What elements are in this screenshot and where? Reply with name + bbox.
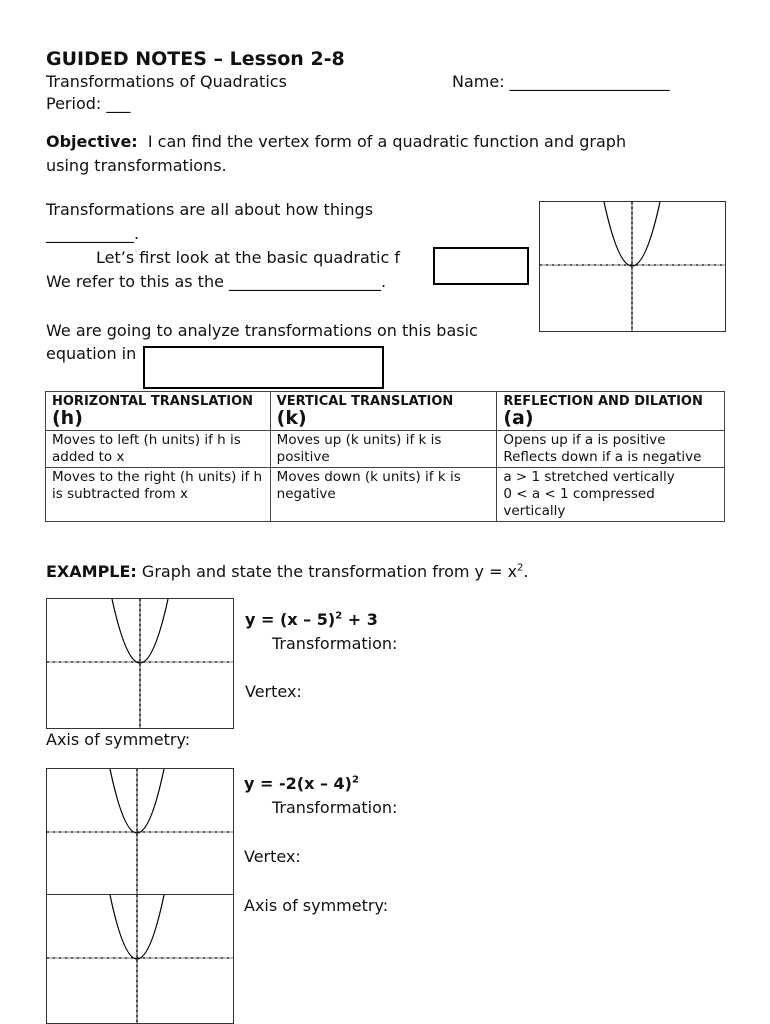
table-row [46, 468, 725, 522]
problem2-axis-label: Axis of symmetry: [244, 896, 389, 915]
intro-line-1: Transformations are all about how things [46, 200, 374, 219]
problem1-axis-label: Axis of symmetry: [46, 730, 191, 749]
analyze-line-1: We are going to analyze transformations on this basic [46, 321, 478, 340]
parent-function-graph [539, 201, 726, 332]
intro-line-3: Let’s first look at the basic quadratic f [96, 248, 400, 267]
table-cell: Moves to left (h units) if h is added to x [46, 431, 271, 468]
parabola-graph-svg [47, 769, 233, 895]
parabola-graph-svg [47, 599, 233, 728]
objective-label: Objective: [46, 132, 138, 151]
objective-line-2: using transformations. [46, 156, 227, 175]
problem2-equation: y = -2(x – 4)$^2$ [244, 774, 359, 793]
problem2-graph[interactable] [46, 768, 234, 896]
table-cell: Moves up (k units) if k is positive [270, 431, 497, 468]
header-vertical: VERTICAL TRANSLATION (k) [270, 392, 497, 431]
analyze-line-2: equation in [46, 344, 137, 363]
name-field[interactable]: Name: ____________________ [452, 72, 670, 91]
header-horizontal: HORIZONTAL TRANSLATION (h) [46, 392, 271, 431]
table-cell: Moves down (k units) if k is negative [270, 468, 497, 522]
lesson-subtitle: Transformations of Quadratics [46, 72, 287, 91]
example-heading: EXAMPLE: Graph and state the transformation from $y = x^2$. [46, 562, 529, 581]
table-cell: a > 1 stretched vertically 0 < a < 1 compressed vertically [497, 468, 725, 522]
intro-blank[interactable]: ___________. [46, 224, 140, 243]
table-row [46, 431, 725, 468]
parent-function-answer-box[interactable] [433, 247, 529, 285]
objective-line-1 [46, 132, 626, 151]
objective-text: I can find the vertex form of a quadratic function and graph [137, 132, 627, 151]
transformation-table [45, 391, 725, 522]
example-label: EXAMPLE: [46, 562, 137, 581]
problem2-transformation-label: Transformation: [272, 798, 398, 817]
table-header-row [46, 392, 725, 431]
problem2-graph-second[interactable] [46, 894, 234, 1024]
problem1-vertex-label: Vertex: [245, 682, 302, 701]
problem1-equation: y = (x – 5)$^2$ + 3 [245, 610, 378, 629]
problem2-vertex-label: Vertex: [244, 847, 301, 866]
period-field[interactable]: Period: ___ [46, 94, 131, 113]
header-reflection: REFLECTION AND DILATION (a) [497, 392, 725, 431]
parabola-graph-svg [47, 895, 233, 1023]
problem1-transformation-label: Transformation: [272, 634, 398, 653]
table-cell: Moves to the right (h units) if h is subtracted from x [46, 468, 271, 522]
table-cell: Opens up if a is positive Reflects down if a is negative [497, 431, 725, 468]
intro-line-4[interactable]: We refer to this as the ___________________. [46, 272, 387, 291]
parabola-graph-svg [540, 202, 725, 331]
problem1-graph[interactable] [46, 598, 234, 729]
vertex-form-answer-box[interactable] [143, 346, 384, 389]
page-title: GUIDED NOTES – Lesson 2-8 [46, 48, 345, 70]
